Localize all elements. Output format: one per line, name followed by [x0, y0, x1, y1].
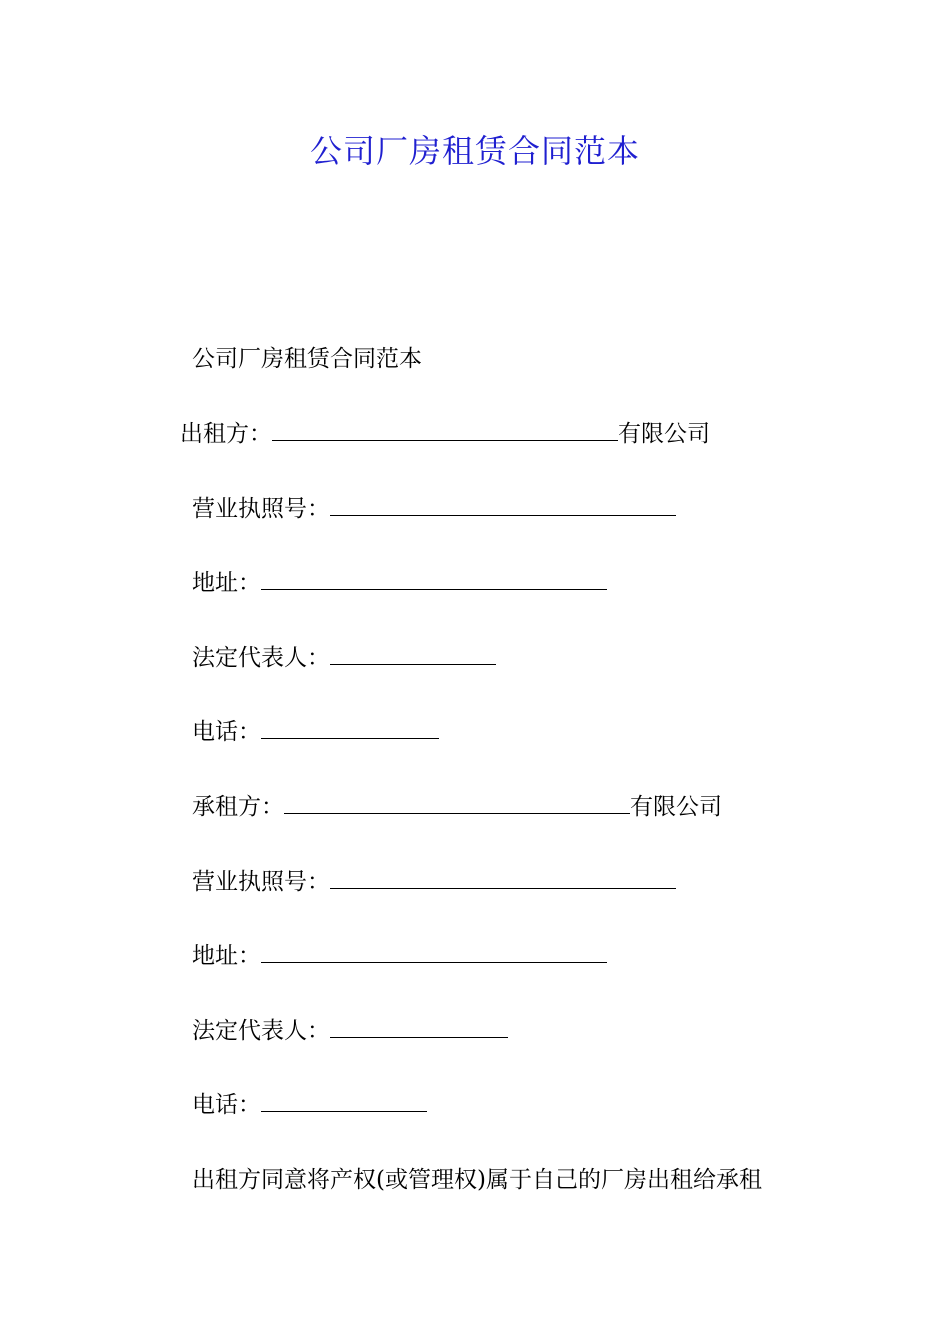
lessor-name-row	[180, 414, 710, 454]
lessee-address-blank	[261, 936, 607, 963]
contract-subtitle	[192, 339, 422, 379]
lessee-rep-label: 法定代表人：	[192, 1018, 330, 1044]
lessor-address-label: 地址：	[192, 570, 261, 596]
lessee-name-blank	[284, 787, 630, 814]
subtitle-text: 公司厂房租赁合同范本	[192, 346, 422, 372]
lessor-rep-label: 法定代表人：	[192, 645, 330, 671]
lessee-address-label: 地址：	[192, 943, 261, 969]
lessor-address-row	[192, 563, 607, 603]
body-paragraph	[192, 1160, 762, 1200]
lessor-name-blank	[272, 414, 618, 441]
lessee-phone-label: 电话：	[192, 1092, 261, 1118]
lessee-label: 承租方：	[192, 794, 284, 820]
lessee-rep-row	[192, 1011, 508, 1051]
lessor-phone-label: 电话：	[192, 719, 261, 745]
lessor-license-blank	[330, 489, 676, 516]
lessee-name-row	[192, 787, 722, 827]
lessor-rep-blank	[330, 638, 496, 665]
lessee-license-row	[192, 862, 676, 902]
lessee-license-label: 营业执照号：	[192, 869, 330, 895]
lessee-rep-blank	[330, 1011, 508, 1038]
lessee-phone-row	[192, 1085, 427, 1125]
lessee-license-blank	[330, 862, 676, 889]
document-title: 公司厂房租赁合同范本	[309, 132, 640, 170]
lessor-phone-row	[192, 712, 439, 752]
lessee-address-row	[192, 936, 607, 976]
lessor-address-blank	[261, 563, 607, 590]
body-text: 出租方同意将产权(或管理权)属于自己的厂房出租给承租	[192, 1167, 762, 1193]
lessee-suffix: 有限公司	[630, 794, 722, 820]
lessor-suffix: 有限公司	[618, 421, 710, 447]
lessee-phone-blank	[261, 1085, 427, 1112]
lessor-phone-blank	[261, 712, 439, 739]
lessor-label: 出租方：	[180, 421, 272, 447]
lessor-rep-row	[192, 638, 496, 678]
lessor-license-row	[192, 489, 676, 529]
lessor-license-label: 营业执照号：	[192, 496, 330, 522]
